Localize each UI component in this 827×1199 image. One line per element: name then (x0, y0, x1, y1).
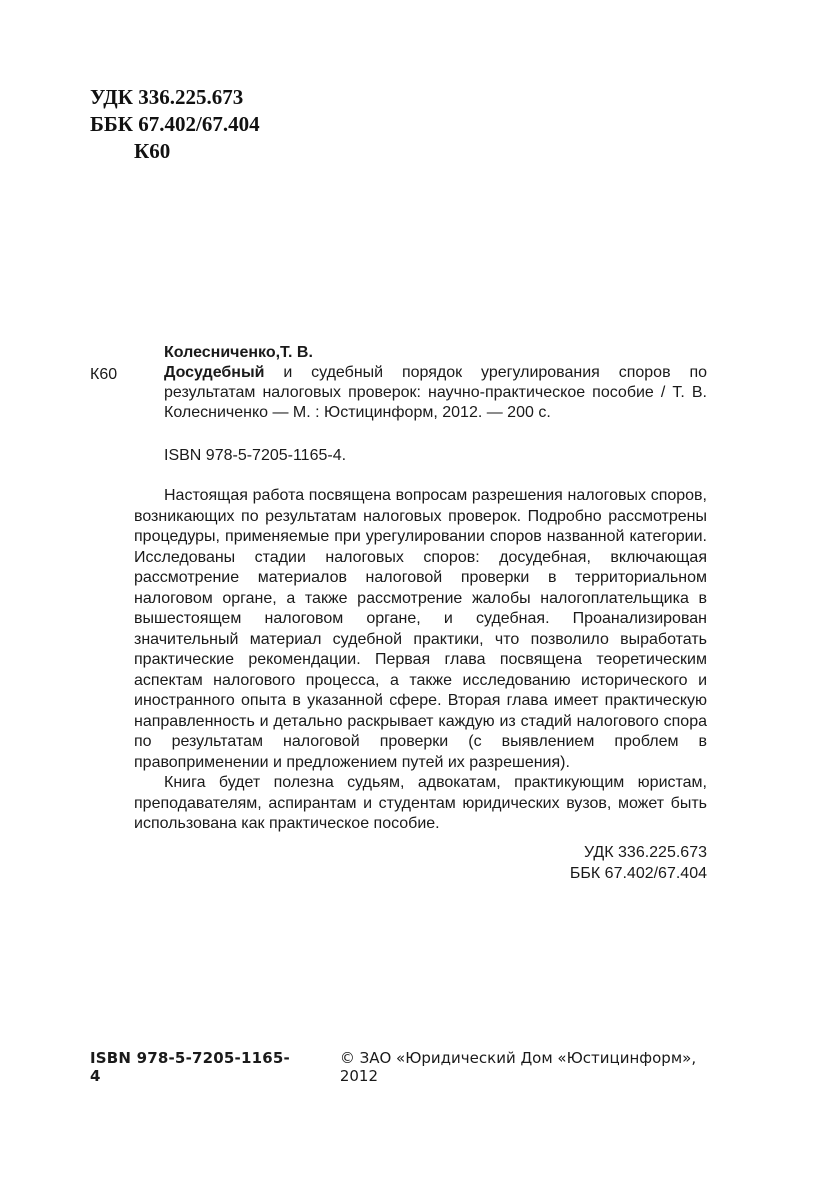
author-mark: К60 (134, 139, 171, 163)
udk-code: УДК 336.225.673 (90, 85, 244, 109)
bbk-code: ББК 67.402/67.404 (90, 112, 260, 136)
footer-isbn: ISBN 978-5-7205-1165-4 (90, 1049, 290, 1085)
entry-title-rest: и судебный порядок урегулирования споров по результатам налоговых проверок: научно-практическое пособие / Т. В. Колесниченко — М. : Юстицинформ, 2012. — 200 с. (164, 364, 707, 421)
abstract-paragraph-2: Книга будет полезна судьям, адвокатам, практикующим юристам, преподавателям, аспирантам и студентам юридических вузов, может быть использована как практическое пособие. (134, 774, 707, 832)
bibliographic-entry (164, 343, 707, 466)
entry-author-mark: К60 (90, 366, 118, 383)
footer (90, 1049, 730, 1085)
entry-isbn: ISBN 978-5-7205-1165-4. (164, 447, 347, 464)
entry-title-bold: Досудебный (164, 364, 265, 381)
classification-index (570, 842, 707, 884)
abstract-paragraph-1: Настоящая работа посвящена вопросам разрешения налоговых споров, возникающих по результатам налоговых проверок. Подробно рассмотрены процедуры, применяемые при урегулировании споров названной категории. Исследованы стадии налоговых споров: досудебная, включающая рассмотрение материалов налоговой проверки в территориальном налоговом органе, а также рассмотрение жалобы налогоплательщика в вышестоящем налоговом органе, и судебная. Проанализирован значительный материал судебной практики, что позволило выработать практические рекомендации. Первая глава посвящена теоретическим аспектам налогового процесса, а также исследованию исторического и иностранного опыта в указанной сфере. Вторая глава имеет практическую направленность и детально раскрывает каждую из стадий налогового спора по результатам налоговой проверки (с выявлением проблем в правоприменении и предложением путей их разрешения). (134, 487, 707, 771)
index-udk: УДК 336.225.673 (583, 844, 707, 861)
footer-copyright: © ЗАО «Юридический Дом «Юстицинформ», 2012 (339, 1049, 697, 1085)
classification-codes (90, 84, 260, 165)
entry-description (164, 363, 707, 423)
entry-author: Колесниченко,Т. В. (164, 344, 313, 361)
abstract (134, 486, 707, 835)
index-bbk: ББК 67.402/67.404 (569, 865, 707, 882)
